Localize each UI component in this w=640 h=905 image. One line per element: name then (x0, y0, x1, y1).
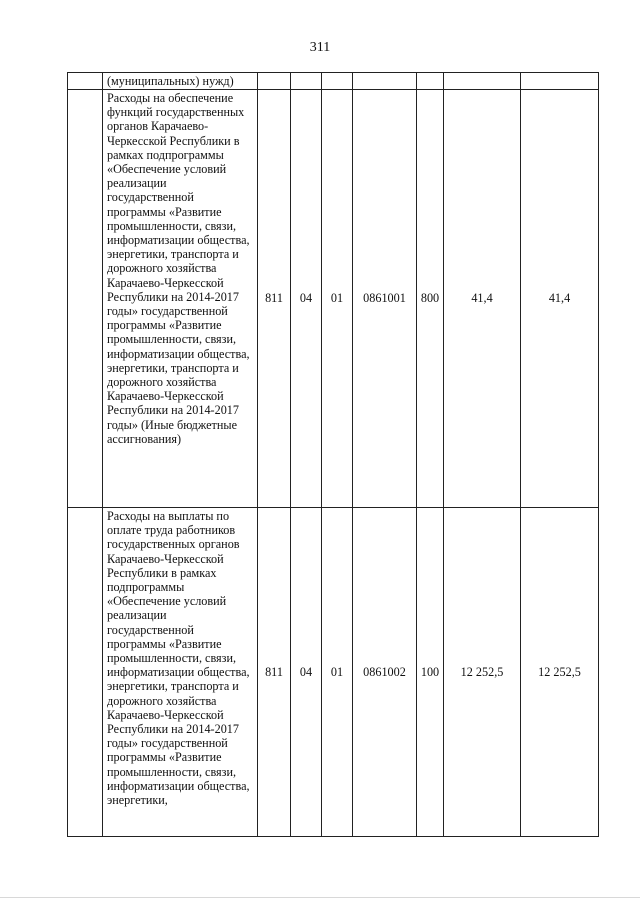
description-cell: Расходы на выплаты по оплате труда работников государственных органов Карачаево-Черкесской Республики в рамках подпрограммы «Обеспечение условий реализации государственной программы «Развитие промышленности, связи, информатизации общества, энергетики, транспорта и дорожного хозяйства Карачаево-Черкесской Республики на 2014-2017 годы» государственной программы «Развитие промышленности, связи, информатизации общества, энергетики, (103, 508, 258, 837)
page-bottom-edge (0, 897, 640, 898)
amount-cell: 12 252,5 (521, 508, 599, 837)
table-row (68, 73, 599, 90)
amount-cell: 41,4 (521, 90, 599, 508)
ministry-cell: 811 (258, 90, 291, 508)
row-number-cell (68, 90, 103, 508)
section-cell: 04 (291, 90, 322, 508)
target-article-cell: 0861001 (353, 90, 417, 508)
row-number-cell (68, 73, 103, 90)
page-number: 311 (309, 40, 331, 55)
amount-cell: 12 252,5 (444, 508, 521, 837)
target-article-cell: 0861002 (353, 508, 417, 837)
expense-type-cell (417, 73, 444, 90)
table-row (68, 90, 599, 508)
subsection-cell (322, 73, 353, 90)
subsection-cell: 01 (322, 508, 353, 837)
amount-cell (444, 73, 521, 90)
description-cell: Расходы на обеспечение функций государственных органов Карачаево-Черкесской Республики в рамках подпрограммы «Обеспечение условий реализации государственной программы «Развитие промышленности, связи, информатизации общества, энергетики, транспорта и дорожного хозяйства Карачаево-Черкесской Республики на 2014-2017 годы» государственной программы «Развитие промышленности, связи, информатизации общества, энергетики, транспорта и дорожного хозяйства Карачаево-Черкесской Республики на 2014-2017 годы» (Иные бюджетные ассигнования) (103, 90, 258, 508)
ministry-cell: 811 (258, 508, 291, 837)
table-row (68, 508, 599, 837)
budget-table (67, 72, 599, 837)
amount-cell: 41,4 (444, 90, 521, 508)
section-cell: 04 (291, 508, 322, 837)
expense-type-cell: 800 (417, 90, 444, 508)
amount-cell (521, 73, 599, 90)
description-cell: (муниципальных) нужд) (103, 73, 258, 90)
subsection-cell: 01 (322, 90, 353, 508)
row-number-cell (68, 508, 103, 837)
target-article-cell (353, 73, 417, 90)
expense-type-cell: 100 (417, 508, 444, 837)
ministry-cell (258, 73, 291, 90)
section-cell (291, 73, 322, 90)
